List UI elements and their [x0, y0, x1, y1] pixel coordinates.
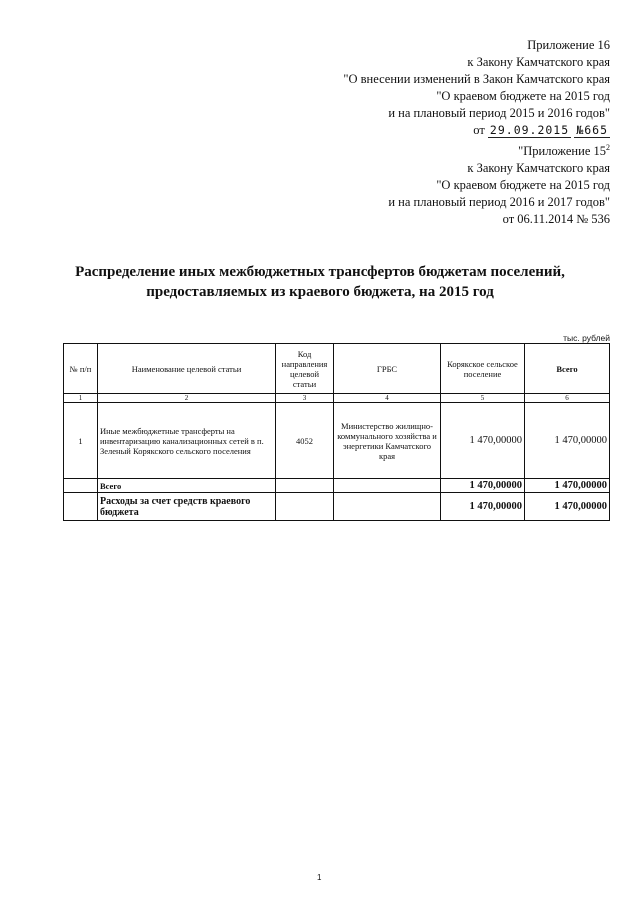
total-koryak-amount: 1 470,00000: [441, 479, 525, 493]
total-label: Всего: [98, 479, 276, 493]
row-num: 1: [64, 403, 98, 479]
header-koryak: Корякское сельское поселение: [441, 344, 525, 394]
col-num-6: 6: [525, 394, 610, 403]
expense-row: [64, 493, 610, 521]
attachment-date-line: [343, 122, 610, 139]
expense-koryak-amount: 1 470,00000: [441, 493, 525, 521]
date-prefix: от: [473, 123, 485, 137]
original-line-1: "Приложение $15^2$: [518, 143, 610, 158]
title-line-1: Распределение иных межбюджетных трансфертов бюджетам поселений,: [75, 264, 565, 280]
expense-label: Расходы за счет средств краевого бюджета: [98, 493, 276, 521]
original-line-4: и на плановый период 2016 и 2017 годов": [388, 195, 610, 209]
attachment-line-2: к Закону Камчатского края: [467, 55, 610, 69]
row-total-amount: 1 470,00000: [525, 403, 610, 479]
expense-total-amount: 1 470,00000: [525, 493, 610, 521]
transfers-table: [63, 343, 610, 521]
row-code: 4052: [276, 403, 334, 479]
col-num-3: 3: [276, 394, 334, 403]
header-name: Наименование целевой статьи: [98, 344, 276, 394]
handwritten-date: 29.09.2015: [489, 123, 570, 137]
attachment-header: [343, 37, 610, 139]
page-number: 1: [317, 873, 322, 882]
handwritten-number: №665: [576, 123, 608, 137]
title-line-2: предоставляемых из краевого бюджета, на 2015 год: [146, 284, 494, 300]
superscript: 2: [606, 143, 610, 152]
row-grbs: Министерство жилищно-коммунального хозяйства и энергетики Камчатского края: [334, 403, 441, 479]
table-row: [64, 403, 610, 479]
original-line-2: к Закону Камчатского края: [467, 161, 610, 175]
header-total: Всего: [525, 344, 610, 394]
original-line-5: от 06.11.2014 № 536: [502, 212, 610, 226]
original-header: [388, 143, 610, 228]
row-name: Иные межбюджетные трансферты на инвентаризацию канализационных сетей в п. Зеленый Корякского сельского поселения: [98, 403, 276, 479]
header-grbs: ГРБС: [334, 344, 441, 394]
column-numbers-row: [64, 394, 610, 403]
col-num-4: 4: [334, 394, 441, 403]
table-header-row: [64, 344, 610, 394]
attachment-line-1: Приложение 16: [527, 38, 610, 52]
original-line-3: "О краевом бюджете на 2015 год: [436, 178, 610, 192]
total-amount: 1 470,00000: [525, 479, 610, 493]
attachment-line-3: "О внесении изменений в Закон Камчатского края: [343, 72, 610, 86]
total-row: [64, 479, 610, 493]
unit-label: тыс. рублей: [563, 333, 610, 343]
col-num-1: 1: [64, 394, 98, 403]
attachment-line-5: и на плановый период 2015 и 2016 годов": [388, 106, 610, 120]
col-num-5: 5: [441, 394, 525, 403]
header-code: Код направления целевой статьи: [276, 344, 334, 394]
document-title: [40, 262, 600, 302]
row-koryak-amount: 1 470,00000: [441, 403, 525, 479]
col-num-2: 2: [98, 394, 276, 403]
header-num: № п/п: [64, 344, 98, 394]
attachment-line-4: "О краевом бюджете на 2015 год: [436, 89, 610, 103]
